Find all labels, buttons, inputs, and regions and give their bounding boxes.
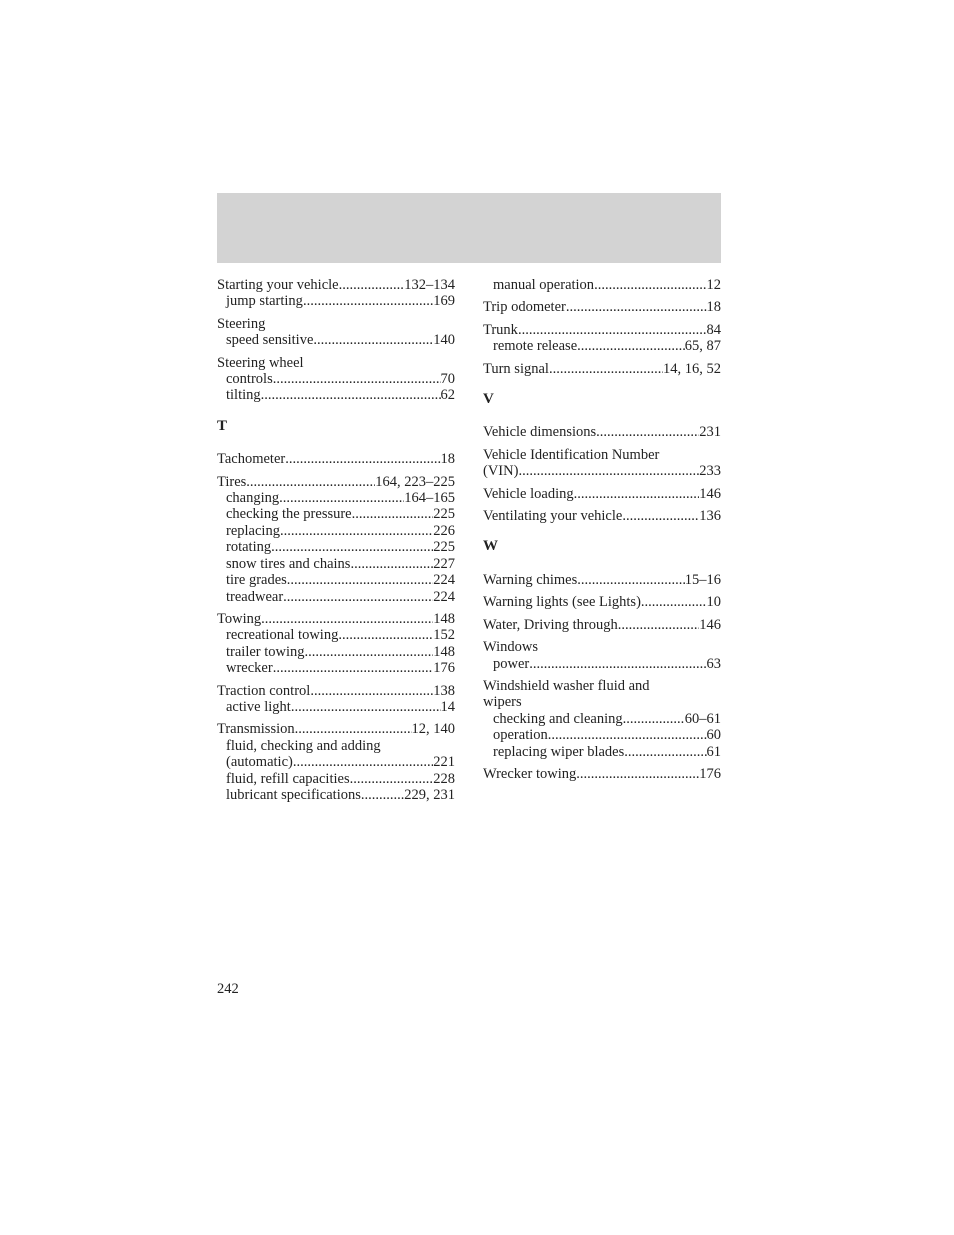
- index-term: Steering wheel: [217, 354, 304, 371]
- index-subentry-line: [217, 787, 455, 803]
- index-subentry-line: [217, 371, 455, 387]
- page-reference: 10: [706, 594, 721, 611]
- index-subentry-line: [217, 589, 455, 605]
- index-column-left: [217, 277, 455, 809]
- index-entry-line: [483, 639, 721, 655]
- index-entry: [217, 611, 455, 677]
- dot-leader: [350, 556, 433, 572]
- dot-leader: [352, 506, 434, 522]
- index-entry: [483, 447, 721, 480]
- index-entry-line: [483, 322, 721, 338]
- index-subentry-line: [217, 332, 455, 348]
- index-entry: [217, 721, 455, 803]
- index-term: Trunk: [483, 321, 518, 338]
- index-entry: [483, 322, 721, 355]
- page-reference: 132–134: [404, 277, 455, 293]
- index-term: checking the pressure: [226, 506, 352, 523]
- page-reference: 231: [699, 424, 721, 441]
- dot-leader: [339, 277, 405, 293]
- index-term: Traction control: [217, 682, 311, 699]
- index-entry: [217, 451, 455, 467]
- index-term: Tachometer: [217, 451, 286, 468]
- index-subentry-line: [217, 523, 455, 539]
- dot-leader: [518, 322, 707, 338]
- dot-leader: [295, 721, 412, 737]
- index-term: Trip odometer: [483, 299, 566, 316]
- index-term: treadwear: [226, 588, 284, 605]
- page-reference: 224: [433, 572, 455, 589]
- index-entry-line: [483, 299, 721, 315]
- header-band: [217, 193, 721, 263]
- dot-leader: [624, 744, 706, 760]
- index-term: Warning chimes: [483, 571, 578, 588]
- index-term: wipers: [483, 694, 522, 711]
- index-entry: [483, 361, 721, 377]
- index-subentry-line: [483, 656, 721, 672]
- dot-leader: [273, 371, 441, 387]
- dot-leader: [291, 699, 441, 715]
- dot-leader: [279, 490, 404, 506]
- index-term: Windshield washer fluid and: [483, 677, 650, 694]
- page-reference: 228: [433, 770, 455, 787]
- page-reference: 60: [706, 727, 721, 744]
- page-reference: 61: [706, 743, 721, 760]
- index-term: Vehicle Identification Number: [483, 446, 660, 463]
- index-entry-line: [483, 617, 721, 633]
- index-term: Vehicle loading: [483, 485, 574, 502]
- page-reference: 224: [433, 588, 455, 605]
- index-column-right: [483, 277, 721, 788]
- index-entry-line: [483, 508, 721, 524]
- index-entry-line: [483, 447, 721, 463]
- index-term: Steering: [217, 315, 266, 332]
- index-term: jump starting: [226, 293, 303, 310]
- index-entry: [483, 678, 721, 760]
- page-reference: 152: [433, 627, 455, 644]
- index-entry: [483, 424, 721, 440]
- page-reference: 138: [433, 682, 455, 699]
- index-term: manual operation: [493, 277, 595, 293]
- page-reference: 63: [706, 655, 721, 672]
- index-term: snow tires and chains: [226, 555, 351, 572]
- dot-leader: [338, 627, 433, 643]
- index-term: remote release: [493, 338, 578, 355]
- index-subentry-line: [217, 644, 455, 660]
- index-entry: [483, 508, 721, 524]
- page-reference: 84: [706, 321, 721, 338]
- dot-leader: [574, 486, 700, 502]
- dot-leader: [283, 589, 433, 605]
- dot-leader: [303, 293, 433, 309]
- page-reference: 146: [699, 616, 721, 633]
- index-term: fluid, checking and adding: [226, 737, 381, 754]
- index-entry-line: [483, 463, 721, 479]
- index-entry-line: [217, 451, 455, 467]
- page-reference: 18: [706, 299, 721, 316]
- dot-leader: [618, 617, 699, 633]
- index-subentry-line: [217, 387, 455, 403]
- dot-leader: [305, 644, 434, 660]
- index-entry-line: [483, 572, 721, 588]
- index-subentry-line: [217, 572, 455, 588]
- index-entry-line: [217, 355, 455, 371]
- dot-leader: [622, 508, 699, 524]
- index-term: checking and cleaning: [493, 710, 623, 727]
- dot-leader: [548, 727, 707, 743]
- section-letter: V: [483, 391, 494, 408]
- index-subentry-line: [217, 754, 455, 770]
- page-reference: 148: [433, 643, 455, 660]
- index-entry-line: [217, 316, 455, 332]
- index-term: lubricant specifications: [226, 786, 361, 803]
- index-entry-line: [483, 694, 721, 710]
- index-entry: [483, 766, 721, 782]
- dot-leader: [293, 754, 433, 770]
- page-reference: 169: [433, 293, 455, 310]
- page-reference: 60–61: [684, 710, 721, 727]
- index-subentry-line: [217, 490, 455, 506]
- index-entry-line: [217, 474, 455, 490]
- index-subentry-line: [217, 556, 455, 572]
- index-entry-line: [217, 277, 455, 293]
- index-term: trailer towing: [226, 643, 305, 660]
- index-subentry-line: [217, 771, 455, 787]
- index-subentry-line: [483, 744, 721, 760]
- index-subentry-line: [483, 277, 721, 293]
- dot-leader: [577, 338, 685, 354]
- dot-leader: [313, 332, 433, 348]
- index-entry: [483, 639, 721, 672]
- index-subentry-line: [217, 699, 455, 715]
- index-term: wrecker: [226, 660, 273, 677]
- index-term: Vehicle dimensions: [483, 424, 597, 441]
- index-entry: [483, 617, 721, 633]
- page-reference: 164–165: [404, 490, 455, 507]
- dot-leader: [594, 277, 706, 293]
- index-subentry-line: [483, 711, 721, 727]
- index-entry: [217, 355, 455, 404]
- index-term: changing: [226, 490, 280, 507]
- dot-leader: [246, 474, 375, 490]
- page-reference: 136: [699, 508, 721, 525]
- index-term: operation: [493, 727, 548, 744]
- dot-leader: [310, 683, 433, 699]
- page-reference: 225: [433, 506, 455, 523]
- index-term: rotating: [226, 539, 272, 556]
- index-term: power: [493, 655, 530, 672]
- index-entry-line: [217, 721, 455, 737]
- section-letter: T: [217, 417, 228, 434]
- index-term: speed sensitive: [226, 332, 314, 349]
- page-reference: 12, 140: [411, 721, 455, 738]
- page-reference: 176: [699, 765, 721, 782]
- index-term: Windows: [483, 639, 538, 656]
- dot-leader: [577, 572, 684, 588]
- index-term: replacing: [226, 522, 280, 539]
- index-entry-line: [483, 486, 721, 502]
- index-term: tire grades: [226, 572, 287, 589]
- index-subentry-line: [217, 539, 455, 555]
- index-entry-line: [483, 678, 721, 694]
- index-term: Turn signal: [483, 360, 549, 377]
- index-subentry-line: [483, 727, 721, 743]
- index-term: tilting: [226, 387, 261, 404]
- page-reference: 14: [440, 698, 455, 715]
- index-term: Ventilating your vehicle: [483, 508, 623, 525]
- page-reference: 227: [433, 555, 455, 572]
- dot-leader: [261, 611, 433, 627]
- index-term: controls: [226, 371, 273, 388]
- index-term: Starting your vehicle: [217, 277, 339, 293]
- dot-leader: [566, 299, 707, 315]
- dot-leader: [261, 387, 441, 403]
- page-reference: 225: [433, 539, 455, 556]
- dot-leader: [576, 766, 699, 782]
- index-entry: [217, 316, 455, 349]
- page-reference: 62: [440, 387, 455, 404]
- dot-leader: [623, 711, 685, 727]
- index-subentry-line: [217, 627, 455, 643]
- dot-leader: [596, 424, 699, 440]
- index-entry-line: [483, 766, 721, 782]
- dot-leader: [350, 771, 434, 787]
- index-entry: [483, 299, 721, 315]
- page-reference: 226: [433, 522, 455, 539]
- page-reference: 12: [706, 277, 721, 293]
- page-reference: 14, 16, 52: [663, 360, 721, 377]
- dot-leader: [518, 463, 699, 479]
- index-term: Transmission: [217, 721, 295, 738]
- index-entry: [483, 486, 721, 502]
- dot-leader: [273, 660, 434, 676]
- index-entry-line: [217, 683, 455, 699]
- page-number: 242: [217, 981, 239, 997]
- index-term: Wrecker towing: [483, 765, 577, 782]
- page-reference: 148: [433, 610, 455, 627]
- index-entry: [483, 277, 721, 293]
- index-subentry-line: [217, 506, 455, 522]
- index-entry: [483, 594, 721, 610]
- dot-leader: [287, 572, 433, 588]
- index-term: Towing: [217, 610, 262, 627]
- dot-leader: [361, 787, 404, 803]
- page-reference: 229, 231: [404, 786, 455, 803]
- index-term: Warning lights (see Lights): [483, 594, 641, 611]
- index-term: (VIN): [483, 463, 519, 480]
- dot-leader: [549, 361, 663, 377]
- index-term: active light: [226, 698, 291, 715]
- index-term: Water, Driving through: [483, 616, 618, 633]
- index-subentry-line: [217, 738, 455, 754]
- page-reference: 164, 223–225: [375, 473, 455, 490]
- page-reference: 15–16: [684, 571, 721, 588]
- page-reference: 233: [699, 463, 721, 480]
- section-letter: W: [483, 538, 498, 555]
- index-term: fluid, refill capacities: [226, 770, 350, 787]
- page-reference: 70: [440, 371, 455, 388]
- index-entry-line: [217, 611, 455, 627]
- index-term: recreational towing: [226, 627, 339, 644]
- index-term: replacing wiper blades: [493, 743, 625, 760]
- dot-leader: [280, 523, 433, 539]
- index-subentry-line: [483, 338, 721, 354]
- index-entry: [217, 474, 455, 605]
- dot-leader: [529, 656, 706, 672]
- index-entry: [483, 572, 721, 588]
- index-entry-line: [483, 361, 721, 377]
- page-reference: 221: [433, 754, 455, 771]
- page-reference: 176: [433, 660, 455, 677]
- dot-leader: [641, 594, 707, 610]
- index-term: Tires: [217, 473, 247, 490]
- dot-leader: [271, 539, 433, 555]
- index-entry: [217, 683, 455, 716]
- page-reference: 146: [699, 485, 721, 502]
- index-term: (automatic): [226, 754, 293, 771]
- dot-leader: [285, 451, 440, 467]
- page-reference: 140: [433, 332, 455, 349]
- index-subentry-line: [217, 660, 455, 676]
- index-entry: [217, 277, 455, 310]
- index-subentry-line: [217, 293, 455, 309]
- index-entry-line: [483, 424, 721, 440]
- page-reference: 65, 87: [684, 338, 721, 355]
- index-entry-line: [483, 594, 721, 610]
- page-reference: 18: [440, 451, 455, 468]
